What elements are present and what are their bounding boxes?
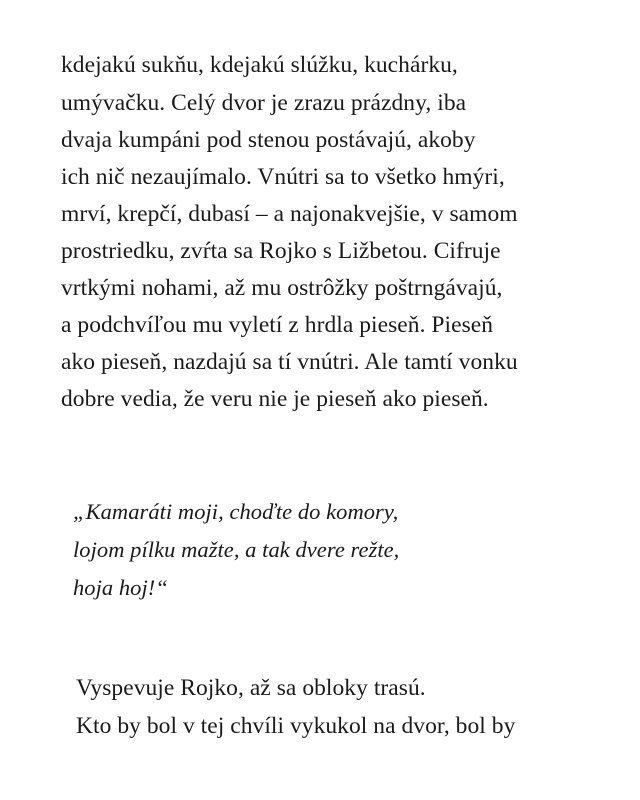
text-line: dobre vedia, že veru nie je pieseň ako pieseň. [61,386,489,412]
text-line: vrtkými nohami, až mu ostrôžky poštrngávajú, [61,275,503,301]
verse-line: hoja hoj!“ [73,575,168,600]
verse-line: „Kamaráti moji, choďte do komory, [73,499,399,524]
text-line: ako pieseň, nazdajú sa tí vnútri. Ale tamtí vonku [61,349,518,375]
verse-line: lojom pílku mažte, a tak dvere režte, [73,537,400,562]
text-line: mrví, krepčí, dubasí – a najonakvejšie, v samom [61,201,518,227]
text-line: Vyspevuje Rojko, až sa obloky trasú. [76,675,426,701]
text-line: prostriedku, zvŕta sa Rojko s Ližbetou. Cifruje [61,238,501,264]
text-line: dvaja kumpáni pod stenou postávajú, akoby [61,127,476,153]
text-line: Kto by bol v tej chvíli vykukol na dvor, bol by [76,713,516,739]
text-line: a podchvíľou mu vyletí z hrdla pieseň. Pieseň [61,312,494,338]
text-line: ich nič nezaujímalo. Vnútri sa to všetko hmýri, [61,164,505,190]
text-line: umývačku. Celý dvor je zrazu prázdny, iba [61,90,467,116]
text-line: kdejakú sukňu, kdejakú slúžku, kuchárku, [61,52,458,78]
